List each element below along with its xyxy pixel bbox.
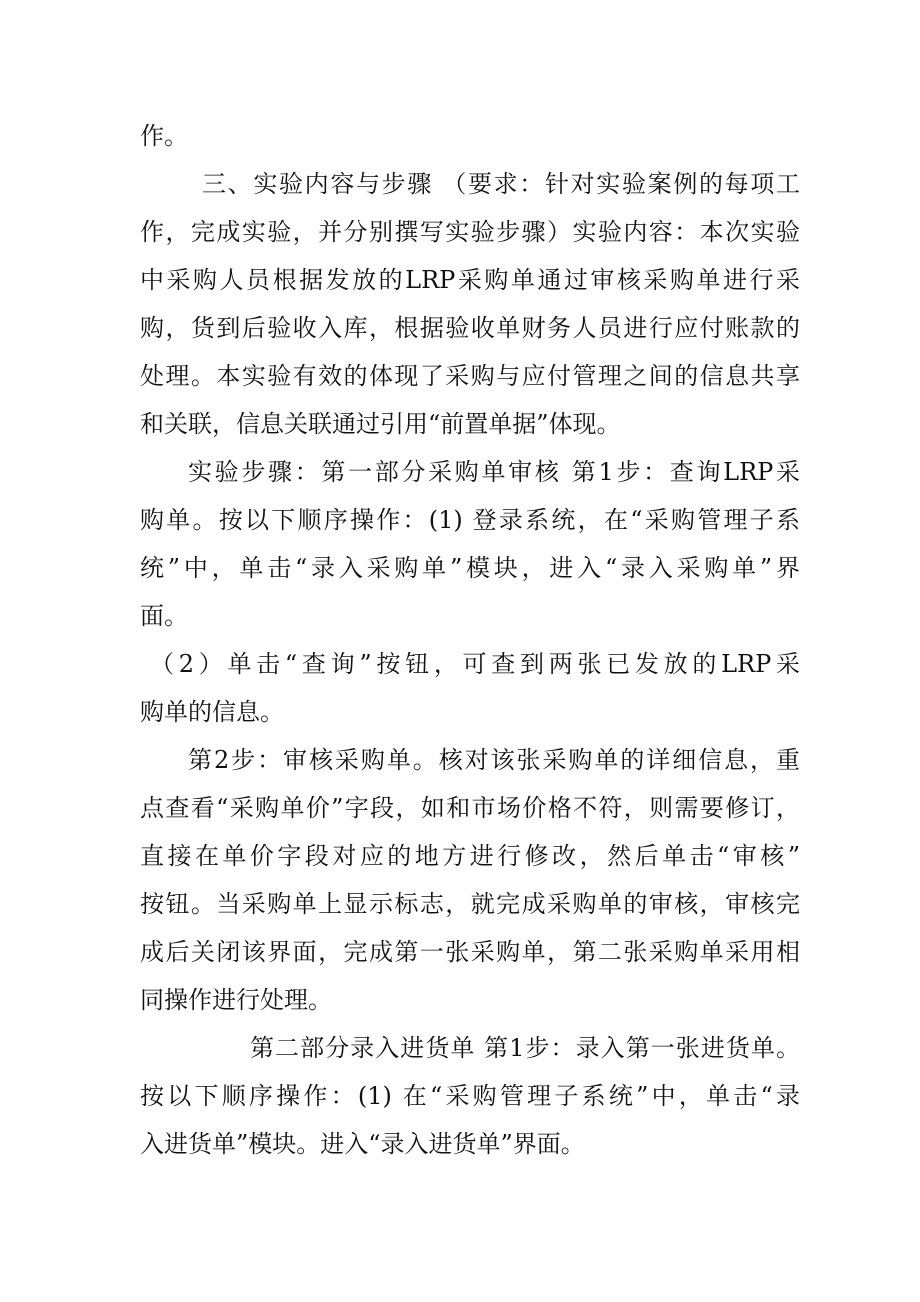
text-line-4: 中采购人员根据发放的LRP采购单通过审核采购单进行采: [140, 266, 800, 294]
text-line-14: 第2步：审核采购单。核对该张采购单的详细信息，重: [188, 746, 800, 774]
text-line-13: 购单的信息。: [140, 698, 284, 726]
text-line-18: 成后关闭该界面，完成第一张采购单，第二张采购单采用相: [140, 938, 800, 966]
text-line-12: （2）单击“查询”按钮，可查到两张已发放的LRP采: [150, 650, 800, 678]
text-line-20: 第二部分录入进货单 第1步：录入第一张进货单。: [250, 1034, 800, 1062]
text-line-19: 同操作进行处理。: [140, 986, 332, 1014]
text-line-8: 实验步骤：第一部分采购单审核 第1步：查询LRP采: [188, 458, 800, 486]
text-line-9: 购单。按以下顺序操作：(1) 登录系统，在“采购管理子系: [140, 506, 800, 534]
text-line-3: 作，完成实验，并分别撰写实验步骤）实验内容：本次实验: [140, 218, 800, 246]
text-line-11: 面。: [140, 602, 188, 630]
text-line-15: 点查看“采购单价”字段，如和市场价格不符，则需要修订，: [140, 794, 800, 822]
text-line-16: 直接在单价字段对应的地方进行修改，然后单击“审核”: [140, 842, 800, 870]
text-line-17: 按钮。当采购单上显示标志，就完成采购单的审核，审核完: [140, 890, 800, 918]
text-line-2: 三、实验内容与步骤 （要求：针对实验案例的每项工: [202, 170, 800, 198]
text-line-1: 作。: [140, 122, 188, 150]
text-line-21: 按以下顺序操作：(1) 在“采购管理子系统”中，单击“录: [140, 1082, 800, 1110]
text-line-5: 购，货到后验收入库，根据验收单财务人员进行应付账款的: [140, 314, 800, 342]
text-line-10: 统”中，单击“录入采购单”模块，进入“录入采购单”界: [140, 554, 800, 582]
text-line-22: 入进货单”模块。进入“录入进货单”界面。: [140, 1130, 585, 1158]
text-line-6: 处理。本实验有效的体现了采购与应付管理之间的信息共享: [140, 362, 800, 390]
text-line-7: 和关联，信息关联通过引用“前置单据”体现。: [140, 410, 621, 438]
